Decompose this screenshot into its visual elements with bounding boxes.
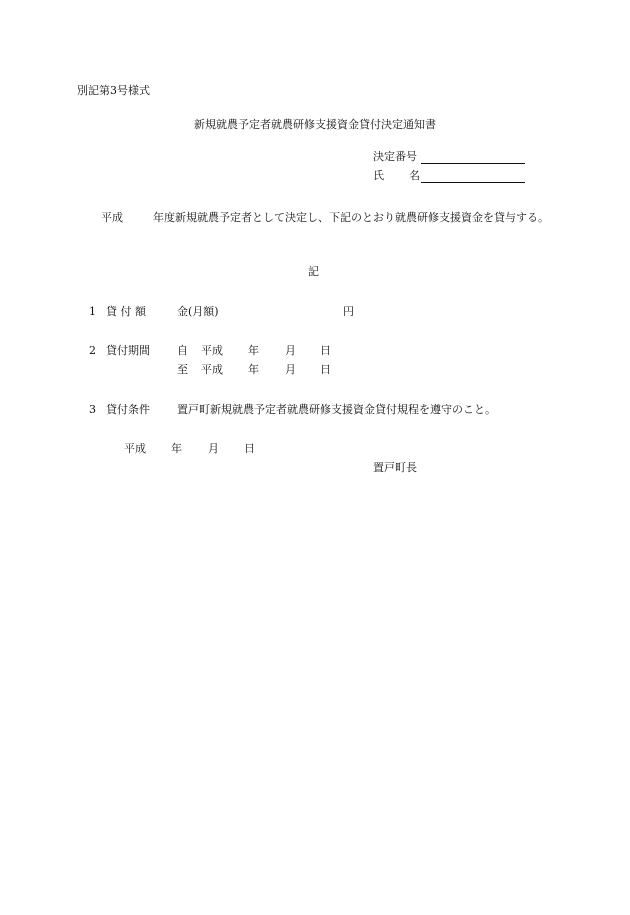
issue-date-day: 日 (244, 442, 255, 455)
item-2-number: 2 (89, 344, 96, 357)
signatory: 置戸町長 (373, 461, 417, 474)
body-text: 年度新規就農予定者として決定し、下記のとおり就農研修支援資金を貸与する。 (153, 211, 549, 224)
period-to-month: 月 (285, 363, 296, 376)
document-title: 新規就農予定者就農研修支援資金貸付決定通知書 (194, 118, 436, 131)
item-3-label: 貸付条件 (106, 403, 150, 416)
loan-conditions-text: 置戸町新規就農予定者就農研修支援資金貸付規程を遵守のこと。 (177, 403, 496, 416)
period-to-day: 日 (320, 363, 331, 376)
decision-number-line (421, 151, 525, 164)
loan-amount-prefix: 金(月額) (177, 305, 219, 318)
loan-amount-unit: 円 (343, 305, 354, 318)
item-1-number: 1 (89, 305, 96, 318)
item-1-label: 貸 付 額 (106, 305, 146, 318)
decision-number-label: 決定番号 (373, 150, 417, 163)
body-paragraph (89, 208, 561, 227)
form-number: 別記第3号様式 (77, 84, 150, 97)
item-2-label: 貸付期間 (106, 344, 150, 357)
period-from-month: 月 (285, 344, 296, 357)
issue-date-month: 月 (208, 442, 219, 455)
decision-number-field (373, 150, 525, 166)
item-3-number: 3 (89, 403, 96, 416)
ki-heading: 記 (308, 265, 319, 278)
period-from-year: 年 (248, 344, 259, 357)
issue-date-year: 年 (171, 442, 182, 455)
body-era: 平成 (101, 211, 123, 224)
period-to: 至 (177, 363, 188, 376)
name-line (421, 170, 525, 183)
issue-date-era: 平成 (124, 442, 146, 455)
period-from-day: 日 (320, 344, 331, 357)
name-label-2: 名 (409, 169, 420, 182)
name-label (373, 169, 421, 183)
period-to-era: 平成 (201, 363, 223, 376)
period-to-year: 年 (248, 363, 259, 376)
name-label-1: 氏 (373, 169, 384, 182)
period-from: 自 (177, 344, 188, 357)
period-from-era: 平成 (201, 344, 223, 357)
name-field (373, 169, 525, 185)
